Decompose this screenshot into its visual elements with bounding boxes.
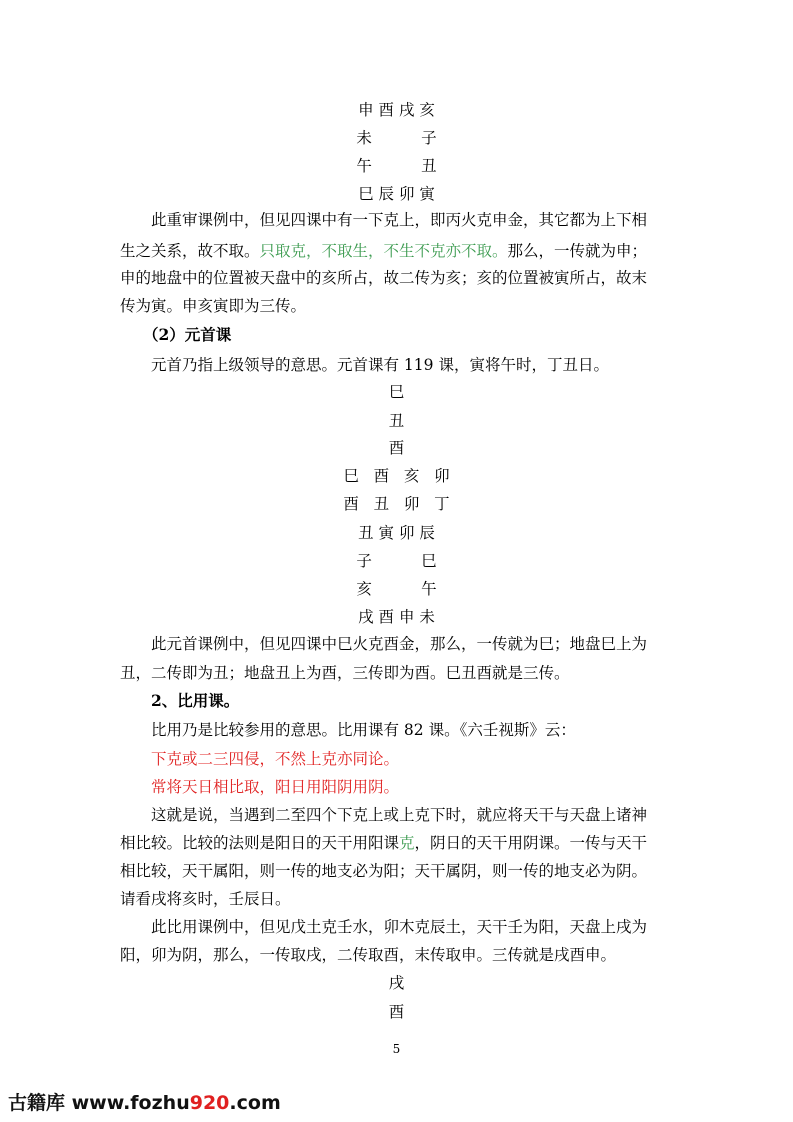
footer-site-logo [8,1091,281,1115]
diagram2-row6: 戌 酉 申 未 [358,608,435,626]
para2-line2: 丑，二传即为丑；地盘丑上为酉，三传即为酉。巳丑酉就是三传。 [120,664,570,682]
para4-line2: 阳，卯为阴，那么，一传取戌，二传取酉，末传取申。三传就是戌酉申。 [120,946,617,964]
para1-line4: 传为寅。申亥寅即为三传。 [120,297,307,315]
diagram3-row1: 戌 [388,974,405,992]
diagram2-top3: 酉 [388,439,405,457]
para1-line1: 此重审课例中，但见四课中有一下克上，即丙火克申金，其它都为上下相 [151,211,648,229]
diagram2-row2: 酉 丑 卯 丁 [343,495,450,513]
para1-line2-green: 只取克，不取生，不生不克亦不取。 [259,242,508,260]
diagram3-row2: 酉 [388,1003,405,1021]
section-heading-biyong: 2、比用课。 [151,691,240,710]
diagram1-row3: 午 丑 [356,157,437,175]
intro-biyong: 比用乃是比较参用的意思。比用课有 82 课。《六壬视斯》云： [151,721,576,739]
quote-line1: 下克或二三四侵，不然上克亦同论。 [151,750,400,768]
quote-line2: 常将天日相比取，阳日用阳阴用阴。 [151,778,400,796]
diagram2-top2: 丑 [388,412,405,430]
diagram1-row1: 申 酉 戌 亥 [358,101,435,119]
footer-url-suffix: .com [229,1092,281,1114]
page-number: 5 [392,1042,401,1056]
footer-url-number: 920 [189,1092,230,1114]
diagram1-row4: 巳 辰 卯 寅 [358,185,435,203]
para1-line3: 申的地盘中的位置被天盘中的亥所占，故二传为亥；亥的位置被寅所占，故末 [120,269,648,287]
para2-line1: 此元首课例中，但见四课中巳火克酉金，那么，一传就为巳；地盘巳上为 [151,635,648,653]
para1-line2 [120,241,647,261]
para3-line2-a: 相比较。比较的法则是阳日的天干用阳课 [120,834,400,852]
para3-line3: 相比较，天干属阳，则一传的地支必为阳；天干属阴，则一传的地支必为阴。 [120,862,648,880]
para1-line2-a: 生之关系，故不取。 [120,242,260,260]
diagram2-row4: 子 巳 [356,552,437,570]
para1-line2-b: 那么，一传就为申； [507,242,648,260]
para3-line4: 请看戌将亥时，壬辰日。 [120,890,291,908]
para3-line1: 这就是说，当遇到二至四个下克上或上克下时，就应将天干与天盘上诸神 [151,806,648,824]
para3-line2-b: ，阴日的天干用阴课。一传与天干 [414,834,648,852]
diagram2-top1: 巳 [388,383,405,401]
section-heading-yuanshou: （2）元首课 [143,325,232,344]
footer-url-prefix: www.fozhu [65,1092,190,1114]
diagram2-row1: 巳 酉 亥 卯 [343,467,450,485]
diagram1-row2: 未 子 [356,129,437,147]
para4-line1: 此比用课例中，但见戊土克壬水，卯木克辰土，天干壬为阳，天盘上戌为 [151,918,648,936]
diagram2-row5: 亥 午 [356,580,437,598]
intro-yuanshou: 元首乃指上级领导的意思。元首课有 119 课，寅将午时，丁丑日。 [151,356,609,374]
para3-line2 [120,833,647,853]
diagram2-row3: 丑 寅 卯 辰 [358,524,435,542]
footer-site-name: 古籍库 [8,1092,66,1114]
para3-line2-green: 克 [399,834,415,852]
